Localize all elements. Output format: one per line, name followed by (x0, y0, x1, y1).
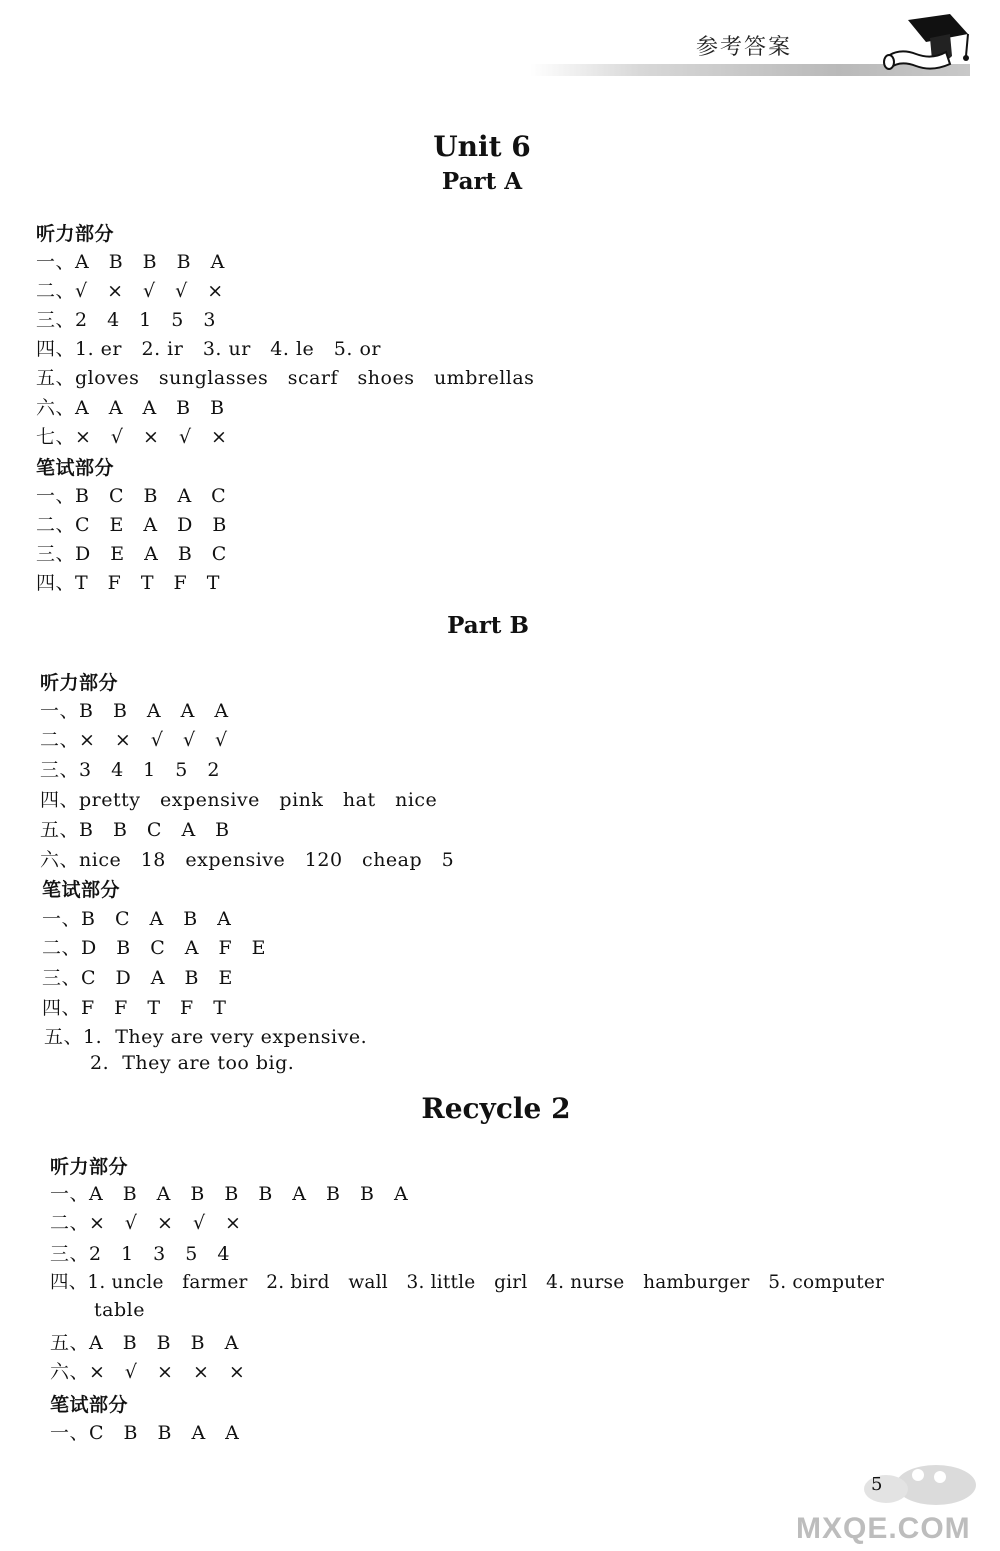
answer-line: 三、D E A B C (36, 543, 227, 565)
answer-line: 二、D B C A F E (42, 937, 267, 959)
answer-line: 一、A B B B A (36, 251, 225, 273)
answer-line: 三、2 4 1 5 3 (36, 309, 216, 331)
page-number: 5 (871, 1474, 883, 1495)
answer-line: table (94, 1299, 145, 1321)
part-b-title: Part B (447, 612, 529, 639)
answer-line: 二、× √ × √ × (50, 1212, 242, 1234)
answer-line: 四、T F T F T (36, 572, 220, 594)
watermark-logo-icon (840, 1455, 980, 1511)
answer-line: 一、B C B A C (36, 485, 227, 507)
header-title: 参考答案 (696, 35, 793, 60)
answer-line: 二、C E A D B (36, 514, 227, 536)
part-b-listening-label: 听力部分 (40, 672, 119, 694)
answer-line: 五、gloves sunglasses scarf shoes umbrellas (36, 367, 535, 389)
answer-line: 二、√ × √ √ × (36, 280, 224, 302)
answer-line: 三、2 1 3 5 4 (50, 1243, 230, 1265)
answer-line: 四、1. er 2. ir 3. ur 4. le 5. or (36, 338, 381, 360)
part-b-written-label: 笔试部分 (42, 879, 121, 901)
part-a-written-label: 笔试部分 (36, 457, 115, 479)
answer-line: 四、1. uncle farmer 2. bird wall 3. little girl 4. nurse hamburger 5. computer (50, 1272, 885, 1293)
answer-line: 五、B B C A B (40, 819, 230, 841)
answer-line: 四、pretty expensive pink hat nice (40, 789, 438, 811)
part-a-title: Part A (441, 168, 523, 195)
answer-line: 一、B C A B A (42, 908, 232, 930)
answer-line: 三、3 4 1 5 2 (40, 759, 220, 781)
answer-line: 六、A A A B B (36, 397, 225, 419)
answer-line: 一、C B B A A (50, 1422, 240, 1444)
graduation-cap-icon (880, 12, 972, 84)
recycle-listening-label: 听力部分 (50, 1156, 129, 1178)
answer-line: 二、× × √ √ √ (40, 729, 228, 751)
unit-title: Unit 6 (433, 130, 531, 163)
answer-line: 六、nice 18 expensive 120 cheap 5 (40, 849, 455, 871)
watermark-text: MXQE.COM (796, 1512, 971, 1545)
answer-line: 六、× √ × × × (50, 1361, 246, 1383)
part-a-listening-label: 听力部分 (36, 223, 115, 245)
answer-line: 一、A B A B B B A B B A (50, 1183, 409, 1205)
answer-line: 七、× √ × √ × (36, 426, 228, 448)
answer-line: 一、B B A A A (40, 700, 229, 722)
answer-line: 五、A B B B A (50, 1332, 239, 1354)
recycle-written-label: 笔试部分 (50, 1394, 129, 1416)
recycle-title: Recycle 2 (421, 1092, 571, 1125)
answer-line: 三、C D A B E (42, 967, 233, 989)
answer-line: 五、1. They are very expensive. (44, 1026, 368, 1048)
answer-line: 四、F F T F T (42, 997, 227, 1019)
answer-line: 2. They are too big. (90, 1052, 295, 1074)
